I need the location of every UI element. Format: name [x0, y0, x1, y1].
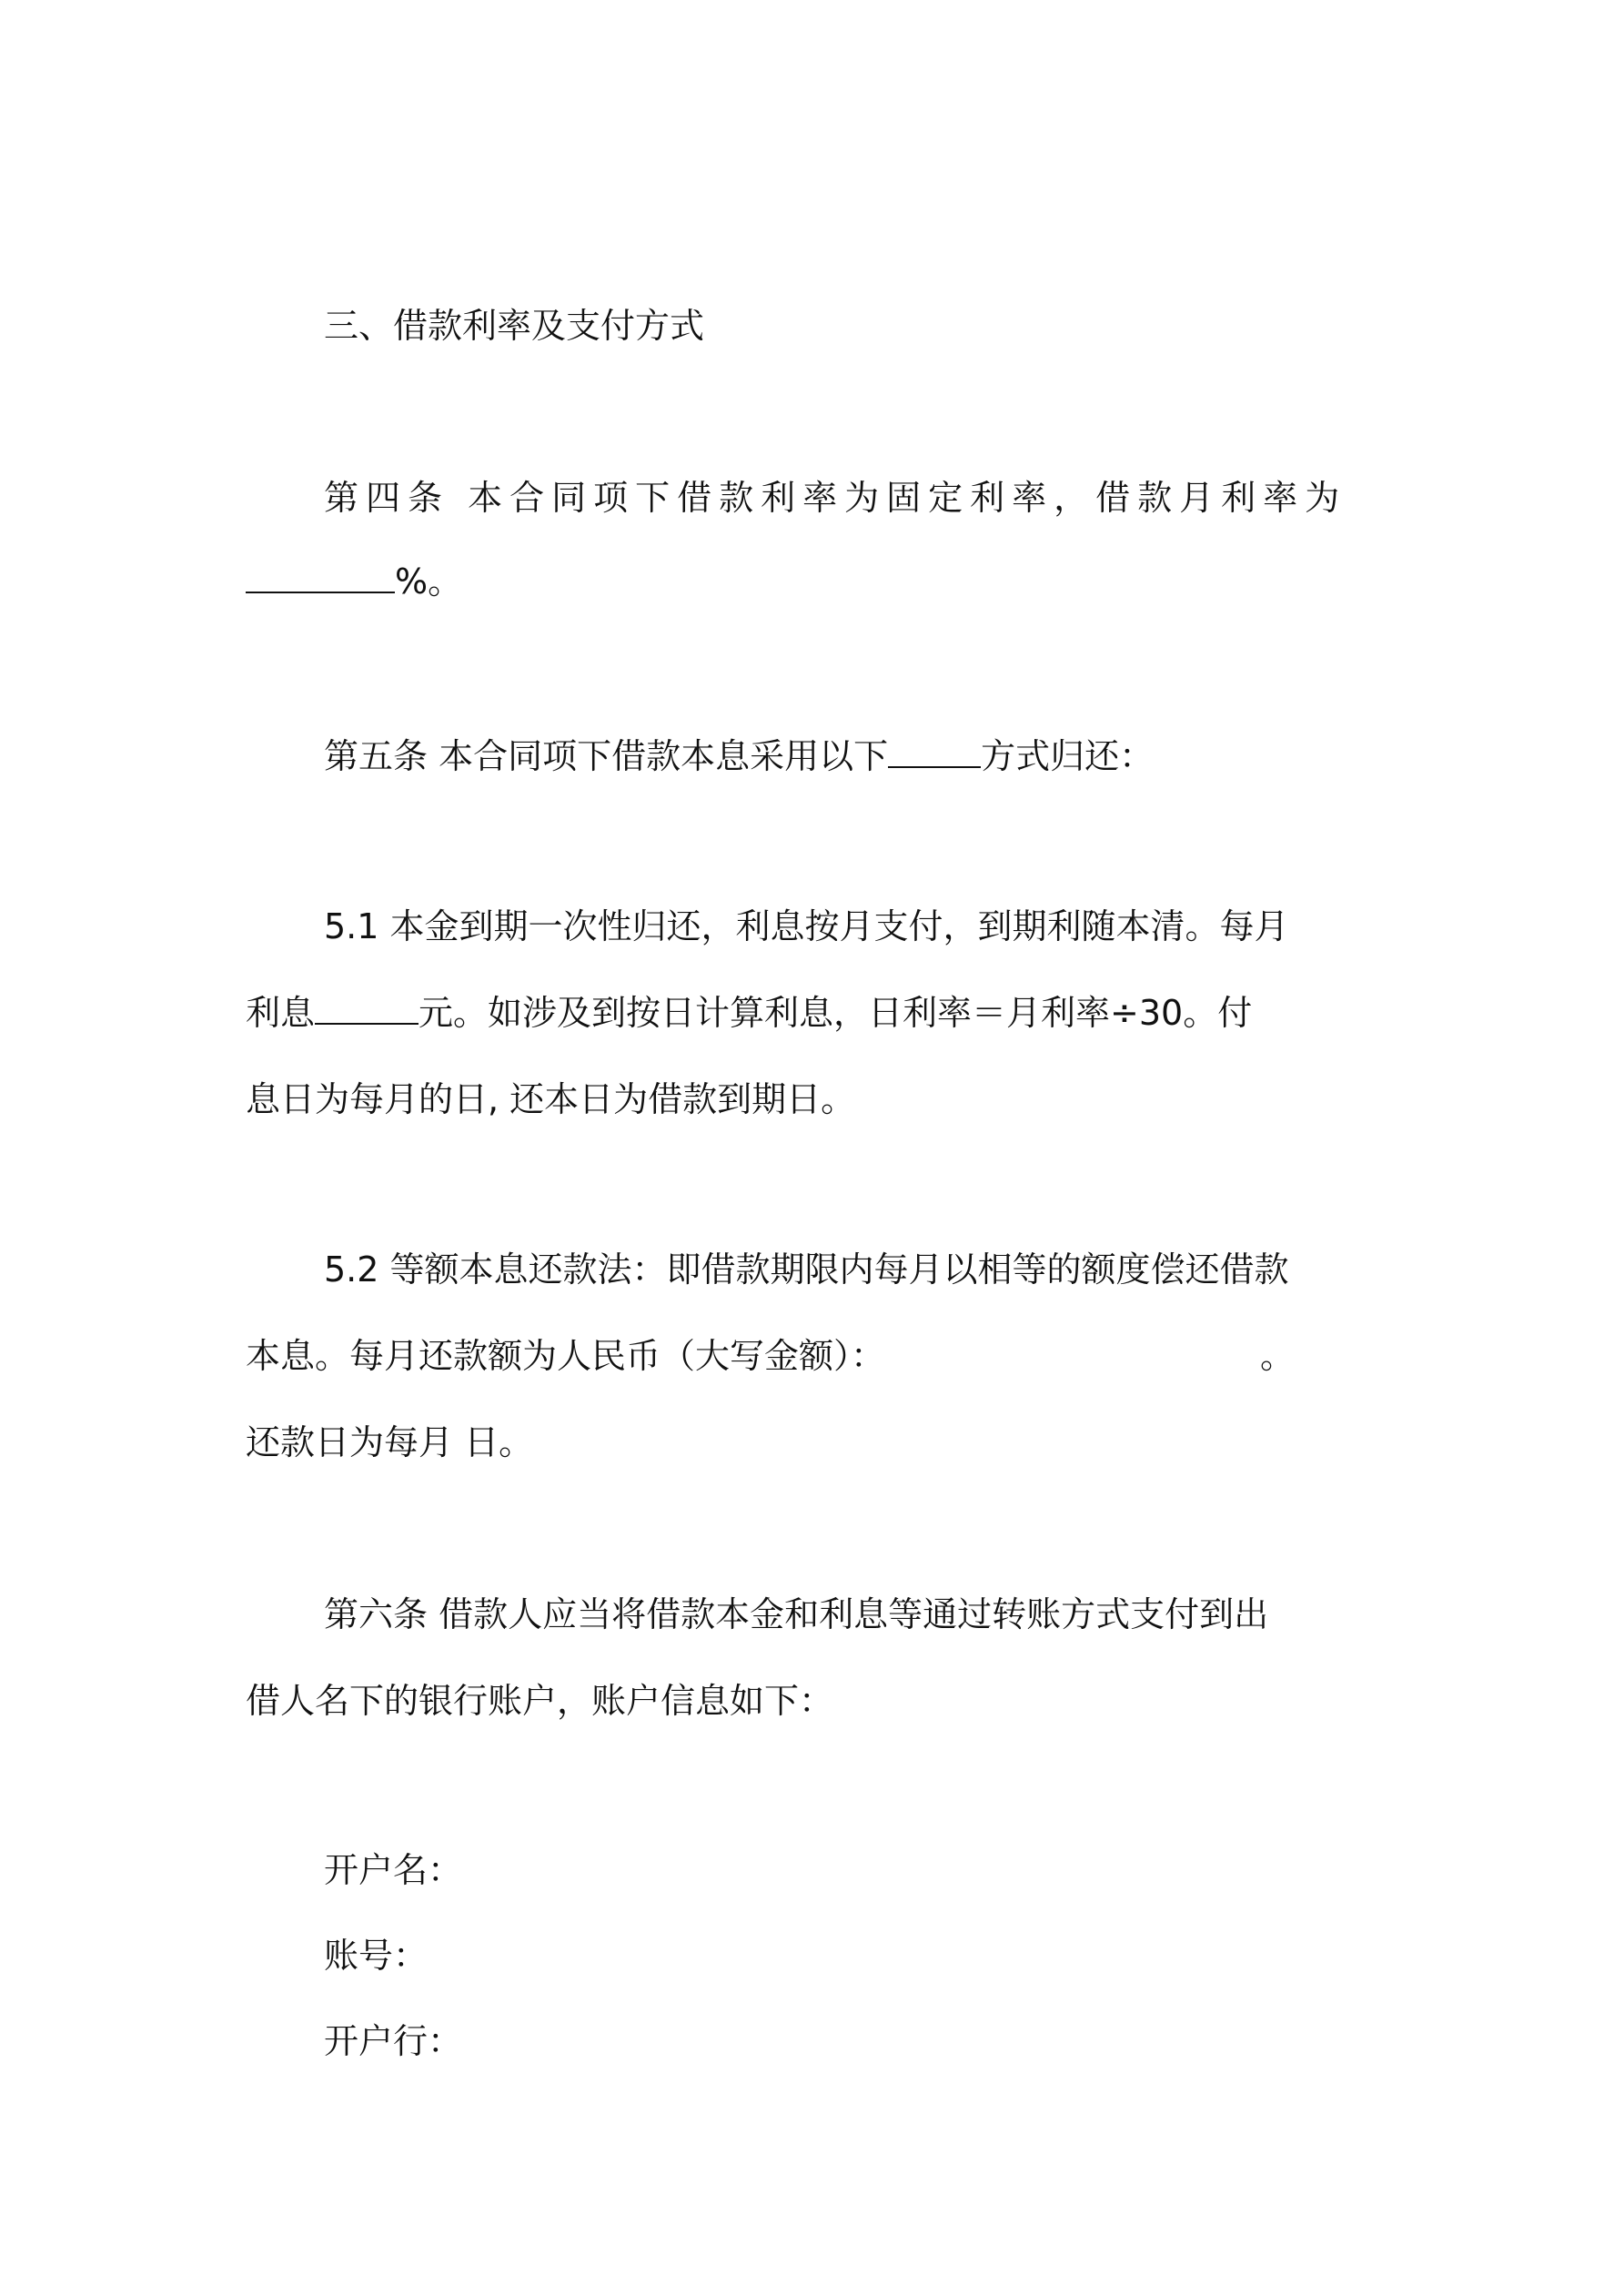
clause-5-2-text-1: 5.2 等额本息还款法：即借款期限内每月以相等的额度偿还借款: [324, 1249, 1289, 1290]
clause-5-1-line-1: [324, 904, 1289, 949]
account-name-line: [324, 1847, 462, 1893]
monthly-rate-blank: [246, 559, 395, 593]
monthly-interest-blank: [315, 990, 419, 1025]
article-4-suffix: %。: [395, 561, 463, 602]
article-5-line: [324, 733, 1154, 779]
clause-5-1-line-2: [246, 990, 1252, 1036]
clause-5-1-text-1: 5.1 本金到期一次性归还，利息按月支付，到期利随本清。每月: [324, 906, 1289, 946]
article-6-text-1: 第六条 借款人应当将借款本金和利息等通过转账方式支付到出: [324, 1594, 1269, 1634]
article-4-line-1: [324, 475, 1347, 521]
account-number-label: 账号：: [324, 1936, 429, 1976]
article-6-text-2: 借人名下的银行账户，账户信息如下：: [246, 1681, 834, 1721]
clause-5-2-prefix: 本息。每月还款额为人民币（大写金额）：: [246, 1336, 886, 1376]
article-5-suffix: 方式归还：: [981, 736, 1155, 776]
account-name-label: 开户名：: [324, 1850, 463, 1890]
clause-5-2-text-3: 还款日为每月 日。: [246, 1422, 534, 1462]
article-6-line-2: [246, 1678, 833, 1724]
clause-5-2-suffix: 。: [1260, 1336, 1296, 1376]
account-bank-line: [324, 2018, 462, 2064]
clause-5-1-suffix: 元。如涉及到按日计算利息，日利率＝月利率÷30。付: [419, 993, 1253, 1033]
repayment-method-blank: [888, 733, 981, 768]
clause-5-1-text-3: 息日为每月的日, 还本日为借款到期日。: [246, 1079, 856, 1119]
article-4-line-2: [246, 559, 462, 604]
clause-5-2-line-1: [324, 1247, 1289, 1292]
clause-5-2-line-2: [246, 1333, 1295, 1379]
section-title: [324, 303, 704, 349]
account-number-line: [324, 1933, 428, 1978]
clause-5-1-line-3: [246, 1077, 855, 1122]
account-bank-label: 开户行：: [324, 2021, 463, 2061]
clause-5-2-line-3: [246, 1420, 533, 1465]
article-4-text: 第四条 本合同项下借款利率为固定利率，借款月利率为: [324, 478, 1347, 518]
clause-5-1-prefix: 利息: [246, 993, 316, 1033]
section-title-text: 三、借款利率及支付方式: [324, 306, 705, 346]
article-5-prefix: 第五条 本合同项下借款本息采用以下: [324, 736, 889, 776]
article-6-line-1: [324, 1592, 1268, 1637]
